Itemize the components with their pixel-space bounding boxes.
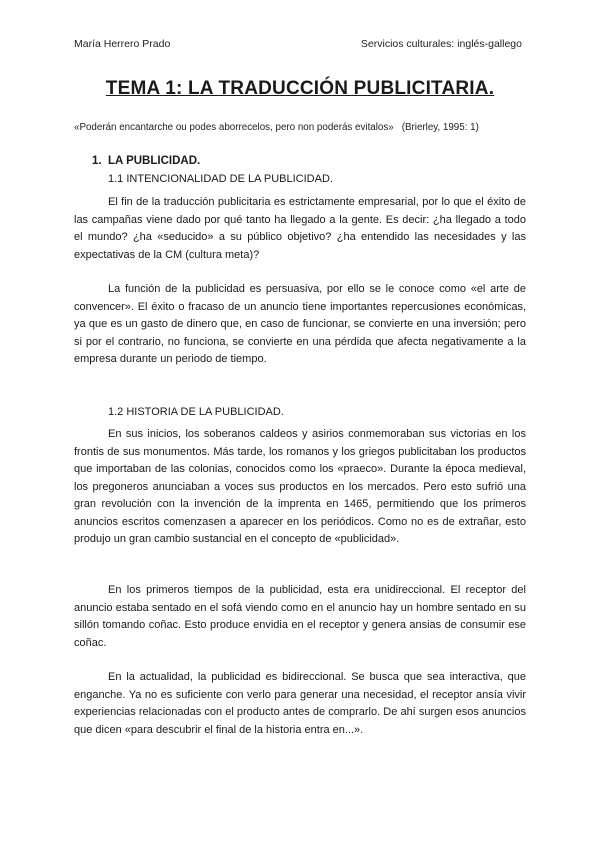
header-author: María Herrero Prado bbox=[74, 38, 171, 50]
paragraph-4: En los primeros tiempos de la publicidad, esta era unidireccional. El receptor del anuncio estaba sentado en el sofá viendo como en el anuncio hay un hombre sentado en su sillón tomando coñac. Esto produce envidia en el receptor y genera ansias de consumir ese coñac. bbox=[74, 584, 526, 649]
paragraph-1: El fin de la traducción publicitaria es estrictamente empresarial, por lo que el éxito de las campañas viene dado por qué tanto ha llegado a la gente. Es decir: ¿ha llegado a todo el mundo? ¿ha «seducido» a su público objetivo? ¿ha entendido las necesidades y las expectativas de la CM (cultura meta)? bbox=[74, 196, 526, 261]
page-title: TEMA 1: LA TRADUCCIÓN PUBLICITARIA. bbox=[105, 78, 495, 99]
paragraph-2: La función de la publicidad es persuasiva, por ello se le conoce como «el arte de convencer». El éxito o fracaso de un anuncio tiene importantes repercusiones económicas, ya que es un gasto de dinero que, en caso de funcionar, se convierte en una inversión; pero si por el contrario, no funciona, se convierte en una pérdida que afecta negativamente a la empresa durante un periodo de tiempo. bbox=[74, 283, 526, 365]
paragraph-5: En la actualidad, la publicidad es bidireccional. Se busca que sea interactiva, que enganche. Ya no es suficiente con verlo para generar una necesidad, el receptor ansía vivir experiencias relacionadas con el producto antes de comprarlo. De ahí surgen esos anuncios que dicen «para descubrir el final de la historia entra en...». bbox=[74, 671, 526, 736]
epigraph-citation: (Brierley, 1995: 1) bbox=[401, 122, 479, 133]
subsection-heading-intencionalidad: 1.1 INTENCIONALIDAD DE LA PUBLICIDAD. bbox=[108, 173, 333, 185]
paragraph-3: En sus inicios, los soberanos caldeos y asirios conmemoraban sus victorias en los frontis de sus monumentos. Más tarde, los romanos y los griegos publicitaban los productos que importaban de las colonias, conocidos como los «praeco». Durante la época medieval, los pregoneros anunciaban a voces sus productos en los mercados. Pero esto sufrió una gran revolución con la invención de la imprenta en 1465, permitiendo que los primeros anuncios escritos comenzasen a aparecer en los periódicos. Como no es de extrañar, esto produjo un gran cambio sustancial en el concepto de «publicidad». bbox=[74, 428, 526, 545]
epigraph-quote: «Poderán encantarche ou podes aborrecelos, pero non poderás evitalos» bbox=[74, 122, 394, 133]
header-course: Servicios culturales: inglés-gallego bbox=[360, 38, 522, 50]
epigraph bbox=[74, 122, 544, 133]
section-heading: 1. LA PUBLICIDAD. bbox=[92, 155, 201, 167]
subsection-heading-historia: 1.2 HISTORIA DE LA PUBLICIDAD. bbox=[108, 406, 284, 418]
